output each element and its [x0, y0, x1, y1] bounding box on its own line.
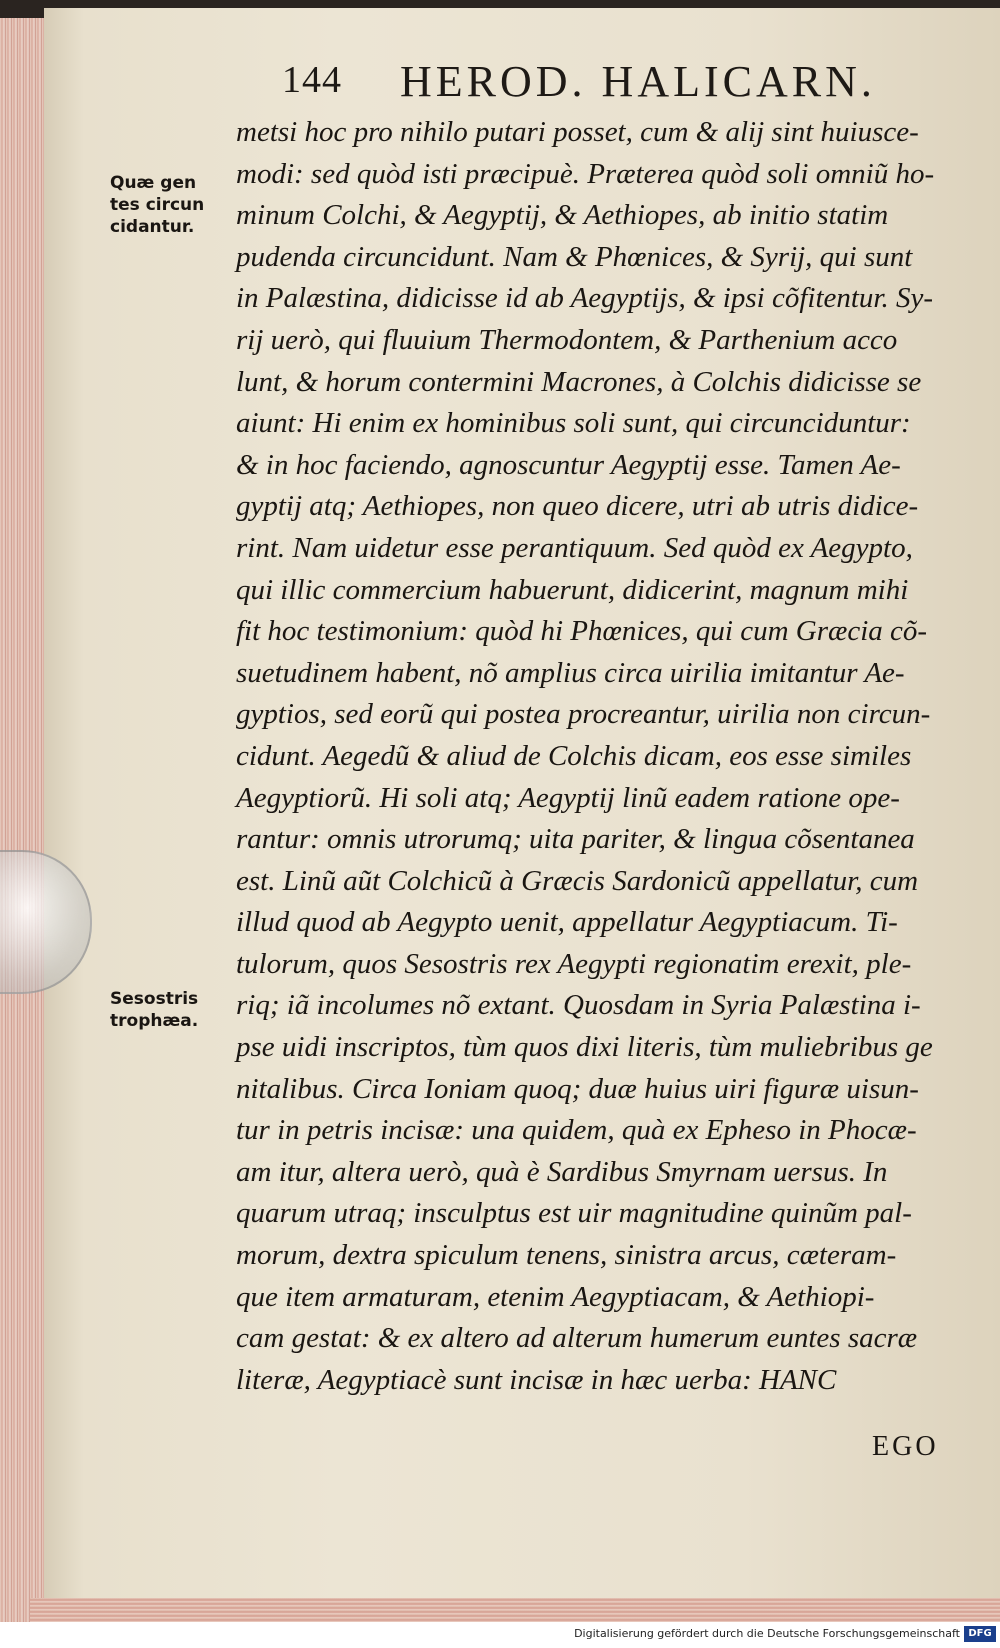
text-line: pudenda circuncidunt. Nam & Phœnices, & Syrij, qui sunt — [236, 240, 913, 273]
text-line: lunt, & horum contermini Macrones, à Colchis didicisse se — [236, 365, 922, 398]
text-line: tulorum, quos Sesostris rex Aegypti regionatim erexit, ple- — [236, 947, 912, 980]
text-line: aiunt: Hi enim ex hominibus soli sunt, qui circunciduntur: — [236, 407, 911, 440]
text-line: metsi hoc pro nihilo putari posset, cum & alij sint huiusce- — [236, 116, 919, 148]
text-line: rint. Nam uidetur esse perantiquum. Sed quòd ex Aegypto, — [236, 531, 913, 564]
marginal-line: Quæ gen — [110, 173, 197, 193]
text-line: morum, dextra spiculum tenens, sinistra arcus, cæteram- — [236, 1239, 897, 1272]
text-line: am itur, altera uerò, quà è Sardibus Smyrnam uersus. In — [236, 1155, 888, 1188]
page-header — [282, 56, 962, 116]
text-line: cidunt. Aegedũ & aliud de Colchis dicam, eos esse similes — [236, 739, 912, 772]
text-line: illud quod ab Aegypto uenit, appellatur Aegyptiacum. Ti- — [236, 906, 898, 939]
text-line: que item armaturam, etenim Aegyptiacam, & Aethiopi- — [236, 1280, 875, 1313]
text-line: pse uidi inscriptos, tùm quos dixi literis, tùm muliebribus ge — [236, 1031, 933, 1064]
text-line: rij uerò, qui fluuium Thermodontem, & Parthenium acco — [236, 323, 898, 356]
text-line: riq; iã incolumes nõ extant. Quosdam in Syria Palæstina i- — [236, 989, 921, 1022]
page-number: 144 — [282, 59, 342, 101]
text-line: in Palæstina, didicisse id ab Aegyptijs, & ipsi cõfitentur. Sy- — [236, 282, 934, 315]
text-line: rantur: omnis utrorumq; uita pariter, & lingua cõsentanea — [236, 823, 915, 856]
marginal-note-circumcision — [110, 172, 238, 238]
marginal-line: trophæa. — [110, 1011, 199, 1031]
text-line: & in hoc faciendo, agnoscuntur Aegyptij esse. Tamen Ae- — [236, 448, 901, 481]
marginal-note-sesostris — [110, 988, 238, 1032]
text-line: est. Linũ aũt Colchicũ à Græcis Sardonicũ appellatur, cum — [236, 864, 919, 897]
text-line: gyptij atq; Aethiopes, non queo dicere, utri ab utris didice- — [236, 490, 919, 523]
body-text — [236, 112, 962, 1401]
text-line: quarum utraq; insculptus est uir magnitudine quinũm pal- — [236, 1197, 912, 1230]
text-line: tur in petris incisæ: una quidem, quà ex Epheso in Phocæ- — [236, 1114, 917, 1147]
running-head: HEROD. HALICARN. — [400, 57, 876, 106]
text-line: qui illic commercium habuerunt, didicerint, magnum mihi — [236, 573, 909, 606]
text-line: Aegyptiorũ. Hi soli atq; Aegyptij linũ eadem ratione ope- — [236, 781, 900, 814]
marginal-line: tes circun — [110, 195, 205, 215]
page-stack-edge — [0, 18, 46, 1622]
digitization-footer — [0, 1622, 1000, 1648]
text-line: cam gestat: & ex altero ad alterum humerum euntes sacræ — [236, 1322, 918, 1355]
marginal-line: Sesostris — [110, 989, 199, 1009]
text-line: suetudinem habent, nõ amplius circa uirilia imitantur Ae- — [236, 656, 905, 689]
page-bottom-edge — [30, 1598, 1000, 1622]
text-line: nitalibus. Circa Ioniam quoq; duæ huius uiri figuræ uisun- — [236, 1072, 919, 1105]
dfg-logo: DFG — [964, 1626, 996, 1642]
text-line: literæ, Aegyptiacè sunt incisæ in hæc uerba: HANC — [236, 1363, 837, 1396]
text-line: minum Colchi, & Aegyptij, & Aethiopes, ab initio statim — [236, 199, 889, 232]
text-line: fit hoc testimonium: quòd hi Phœnices, qui cum Græcia cõ- — [236, 615, 928, 648]
text-line: gyptios, sed eorũ qui postea procreantur, uirilia non circun- — [236, 698, 931, 731]
catchword: EGO — [872, 1431, 939, 1462]
marginal-line: cidantur. — [110, 217, 195, 237]
funding-credit: Digitalisierung gefördert durch die Deutsche Forschungsgemeinschaft — [574, 1627, 960, 1640]
text-line: modi: sed quòd isti præcipuè. Præterea quòd soli omniũ ho- — [236, 157, 935, 190]
